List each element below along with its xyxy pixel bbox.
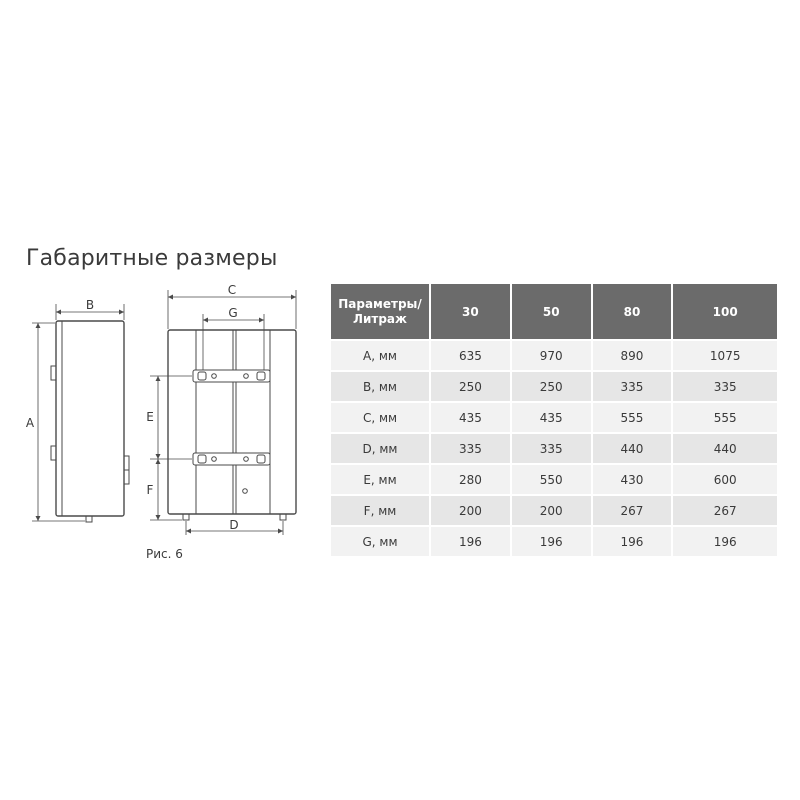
cell-value: 440 [671,434,777,463]
cell-value: 196 [429,527,510,556]
cell-value: 335 [591,372,672,401]
cell-value: 250 [510,372,591,401]
header-volume-30: 30 [429,284,510,339]
cell-value: 435 [429,403,510,432]
label-c: C [227,283,237,297]
header-volume-80: 80 [591,284,672,339]
table-row [331,465,777,494]
page-title: Габаритные размеры [26,246,278,271]
label-g: G [228,306,238,320]
cell-value: 555 [591,403,672,432]
table-row [331,372,777,401]
cell-value: 196 [671,527,777,556]
label-b: B [85,298,95,312]
cell-value: 555 [671,403,777,432]
cell-value: 1075 [671,341,777,370]
row-label: B, мм [331,372,429,401]
table-header-row [331,284,777,339]
cell-value: 440 [591,434,672,463]
header-volume-100: 100 [671,284,777,339]
label-f: F [146,483,154,497]
cell-value: 335 [510,434,591,463]
header-parameters [331,284,429,339]
cell-value: 267 [591,496,672,525]
cell-value: 335 [429,434,510,463]
cell-value: 435 [510,403,591,432]
header-volume-50: 50 [510,284,591,339]
row-label: A, мм [331,341,429,370]
row-label: G, мм [331,527,429,556]
cell-value: 200 [510,496,591,525]
label-d: D [229,518,239,532]
cell-value: 200 [429,496,510,525]
side-view [32,304,129,522]
row-label: C, мм [331,403,429,432]
table-row [331,341,777,370]
cell-value: 280 [429,465,510,494]
label-e: E [146,410,154,424]
cell-value: 635 [429,341,510,370]
row-label: D, мм [331,434,429,463]
cell-value: 335 [671,372,777,401]
dimension-drawing [0,0,330,800]
table-row [331,434,777,463]
header-parameters-line2: Литраж [353,311,407,326]
cell-value: 267 [671,496,777,525]
cell-value: 250 [429,372,510,401]
cell-value: 600 [671,465,777,494]
front-view [150,290,296,535]
dimensions-table [331,282,777,558]
row-label: E, мм [331,465,429,494]
row-label: F, мм [331,496,429,525]
header-parameters-line1: Параметры/ [338,296,422,311]
table-row [331,527,777,556]
label-a: A [25,416,35,430]
cell-value: 196 [510,527,591,556]
table-row [331,496,777,525]
cell-value: 196 [591,527,672,556]
cell-value: 970 [510,341,591,370]
cell-value: 550 [510,465,591,494]
cell-value: 430 [591,465,672,494]
table-row [331,403,777,432]
cell-value: 890 [591,341,672,370]
figure-caption: Рис. 6 [146,547,183,561]
